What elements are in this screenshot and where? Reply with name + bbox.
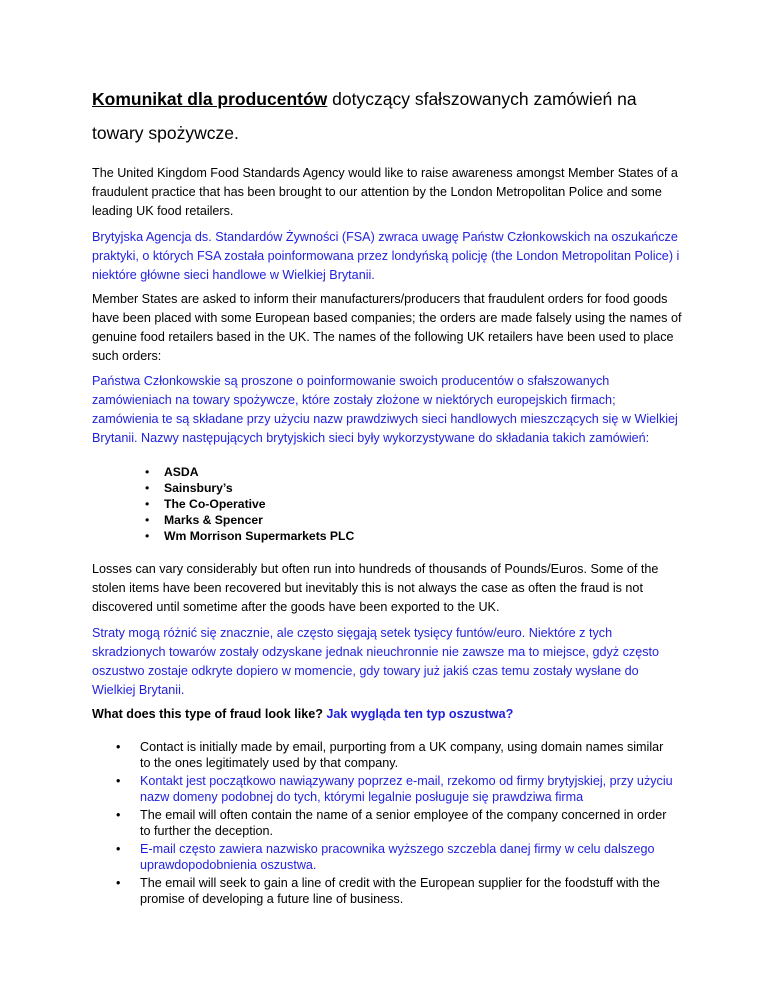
document-title (92, 88, 637, 110)
list-item: • The Co-Operative (145, 497, 266, 511)
list-item: • Contact is initially made by email, purporting from a UK company, using domain names similar to the ones legitimately used by that company. (116, 740, 664, 770)
question-pl: Jak wygląda ten typ oszustwa? (322, 707, 514, 721)
bullet-icon: • (145, 481, 150, 495)
bullet-icon: • (145, 497, 150, 511)
bullet-icon: • (145, 529, 150, 543)
list-item: • The email will seek to gain a line of credit with the European supplier for the foodstuff with the promise of developing a future line of business. (116, 876, 660, 906)
retailer-list (145, 464, 354, 544)
bullet-icon: • (116, 876, 121, 890)
title-strong: Komunikat dla producentów (92, 89, 328, 109)
bullet-icon: • (145, 465, 150, 479)
bullet-icon: • (116, 740, 121, 754)
paragraph-losses-en: Losses can vary considerably but often run into hundreds of thousands of Pounds/Euros. Some of the stolen items have been recovered but inevitably this is not always the case as often the fraud is not discovered until sometime after the goods have been exported to the UK. (92, 562, 659, 614)
paragraph-losses-pl: Straty mogą różnić się znacznie, ale często sięgają setek tysięcy funtów/euro. Niektóre z tych skradzionych towarów zostały odzyskane jednak nieuchronnie nie zawsze ma to miejsce, gdyż często oszustwo zostaje odkryte dopiero w momencie, gdy towary już jakiś czas temu zostały wysłane do Wielkiej Brytanii. (92, 626, 659, 697)
bullet-icon: • (145, 513, 150, 527)
list-item: • E-mail często zawiera nazwisko pracownika wyższego szczebla danej firmy w celu dalszego uprawdopodobnienia oszustwa. (116, 842, 655, 872)
section-question (92, 705, 513, 724)
paragraph-intro-en: The United Kingdom Food Standards Agency would like to raise awareness amongst Member States of a fraudulent practice that has been brought to our attention by the London Metropolitan Police and some leading UK food retailers. (92, 166, 678, 218)
bullet-icon: • (116, 774, 121, 788)
list-item: • Marks & Spencer (145, 513, 263, 527)
question-en: What does this type of fraud look like? (92, 707, 323, 721)
paragraph-intro-pl: Brytyjska Agencja ds. Standardów Żywności (FSA) zwraca uwagę Państw Członkowskich na oszukańcze praktyki, o których FSA została poinformowana przez londyńską policję (the London Metropolitan Police) i niektóre główne sieci handlowe w Wielkiej Brytanii. (92, 230, 680, 282)
list-item: • Kontakt jest początkowo nawiązywany poprzez e-mail, rzekomo od firmy brytyjskiej, przy użyciu nazw domeny podobnej do tych, którymi legalnie posługuje się prawdziwa firma (116, 774, 673, 804)
title-rest: dotyczący sfałszowanych zamówień na (327, 89, 637, 109)
list-item: • Wm Morrison Supermarkets PLC (145, 529, 355, 543)
paragraph-request-en: Member States are asked to inform their manufacturers/producers that fraudulent orders for food goods have been placed with some European based companies; the orders are made falsely using the names of genuine food retailers based in the UK. The names of the following UK retailers have been used to place such orders: (92, 292, 682, 363)
paragraph-request-pl: Państwa Członkowskie są proszone o poinformowanie swoich producentów o sfałszowanych zamówieniach na towary spożywcze, które zostały złożone w niektórych europejskich firmach; zamówienia te są składane przy użyciu nazw prawdziwych sieci handlowych mieszczących się w Wielkiej Brytanii. Nazwy następujących brytyjskich sieci były wykorzystywane do składania takich zamówień: (92, 374, 678, 445)
list-item: • The email will often contain the name of a senior employee of the company concerned in order to further the deception. (116, 808, 667, 838)
fraud-points-list (116, 739, 676, 909)
bullet-icon: • (116, 842, 121, 856)
list-item: • Sainsbury’s (145, 481, 233, 495)
document-title-line2: towary spożywcze. (92, 123, 239, 143)
bullet-icon: • (116, 808, 121, 822)
list-item: • ASDA (145, 465, 199, 479)
